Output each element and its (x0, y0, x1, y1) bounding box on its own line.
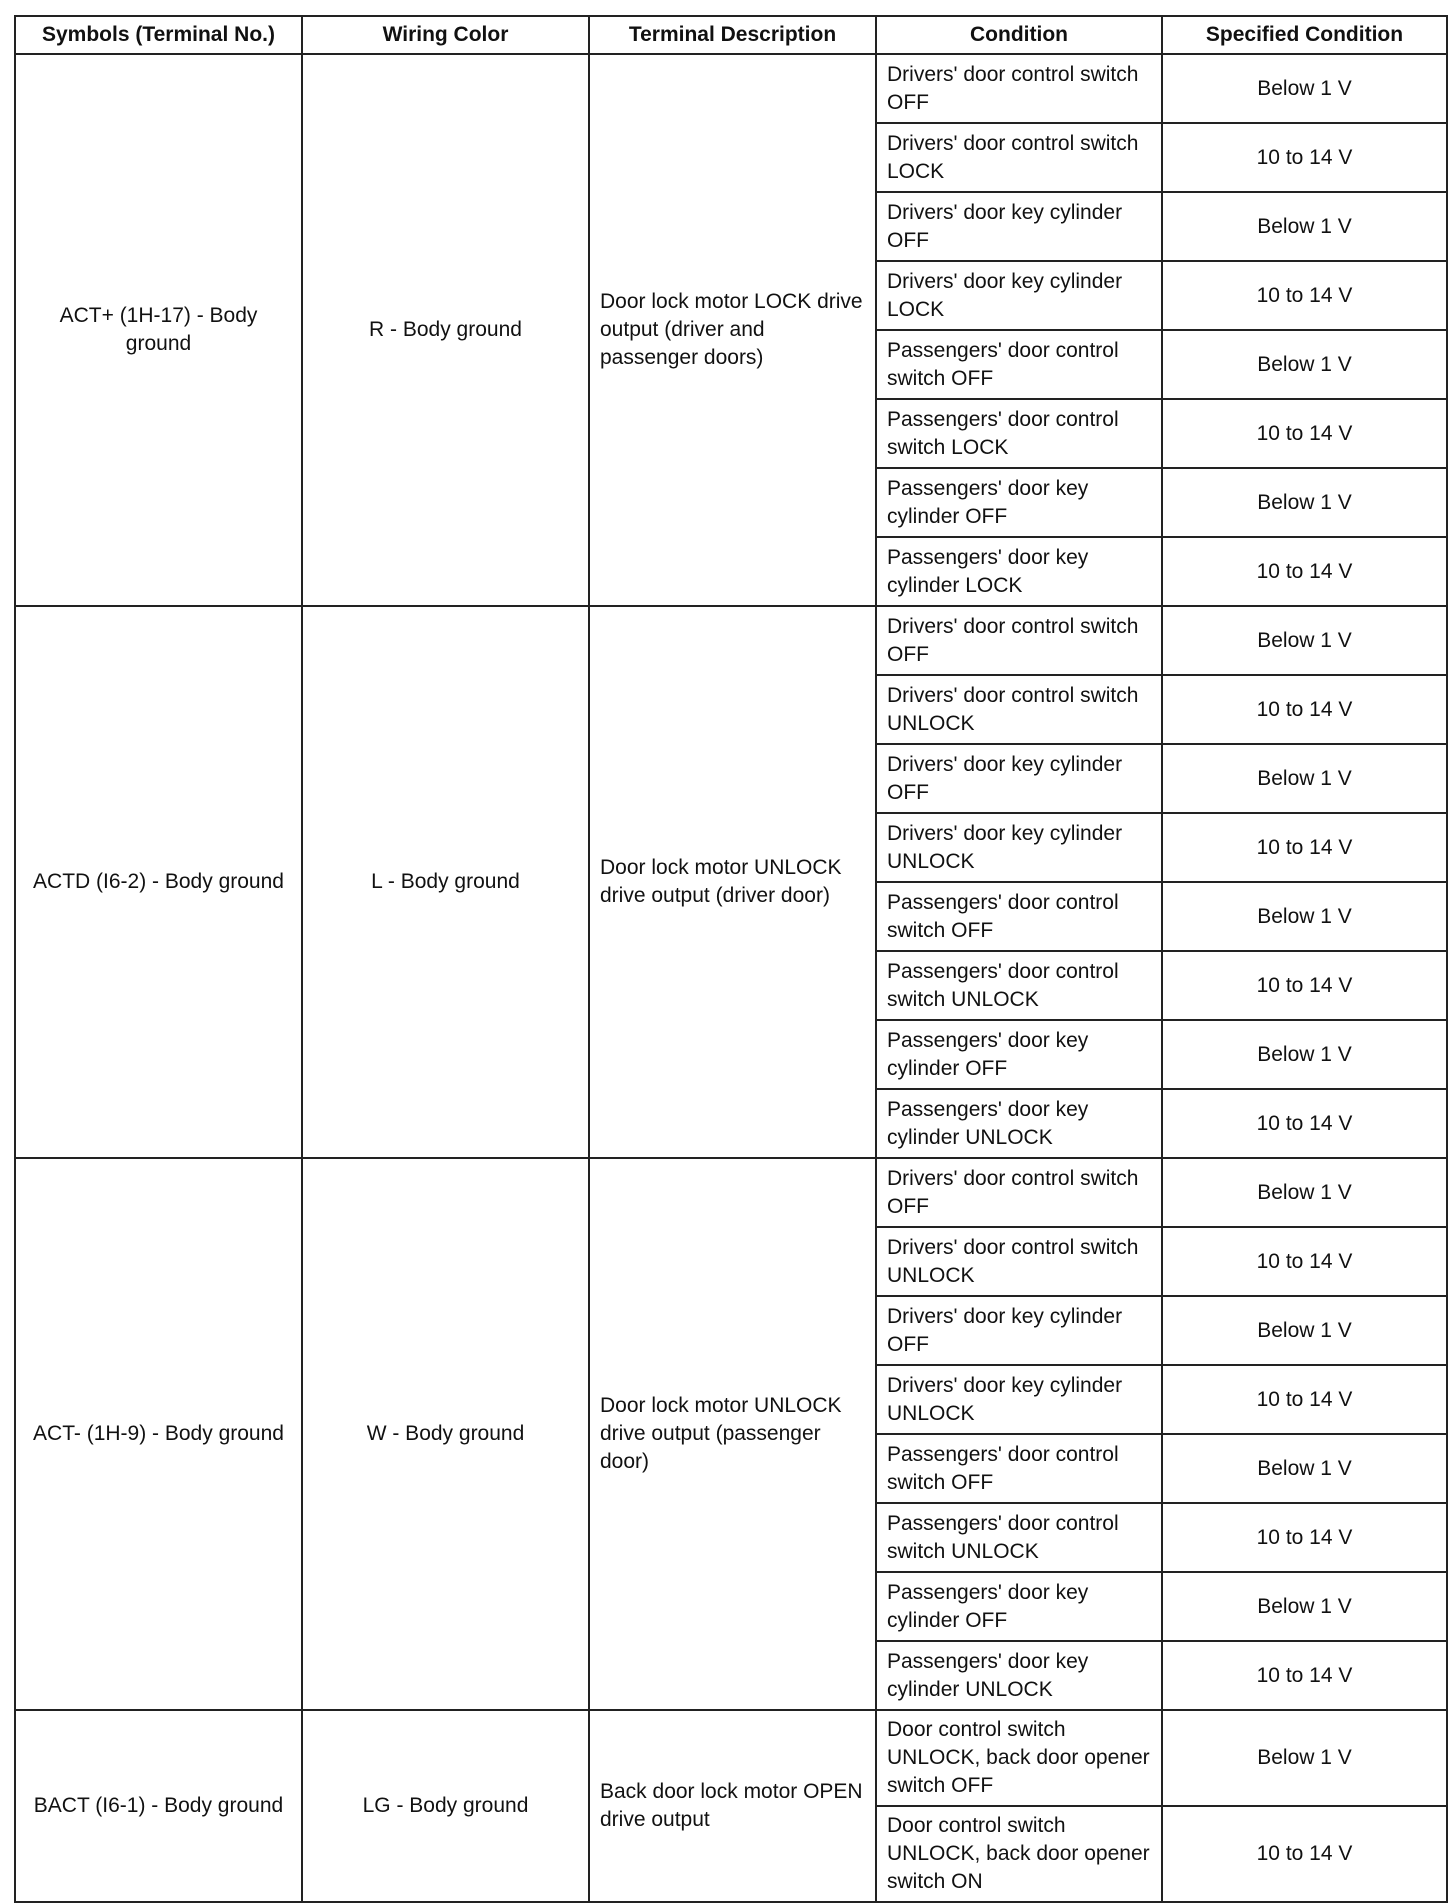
specified-condition-cell: Below 1 V (1162, 1710, 1447, 1806)
condition-cell: Passengers' door key cylinder OFF (876, 1572, 1162, 1641)
condition-cell: Door control switch UNLOCK, back door opener switch OFF (876, 1710, 1162, 1806)
header-terminal-description: Terminal Description (589, 16, 876, 54)
condition-cell: Drivers' door key cylinder UNLOCK (876, 813, 1162, 882)
specified-condition-cell: Below 1 V (1162, 744, 1447, 813)
wiring-color: W - Body ground (302, 1158, 589, 1710)
terminal-symbol: BACT (I6-1) - Body ground (15, 1710, 302, 1902)
condition-cell: Door control switch UNLOCK, back door opener switch ON (876, 1806, 1162, 1902)
specified-condition-cell: Below 1 V (1162, 1296, 1447, 1365)
header-wiring-color: Wiring Color (302, 16, 589, 54)
condition-cell: Drivers' door key cylinder LOCK (876, 261, 1162, 330)
specified-condition-cell: 10 to 14 V (1162, 1227, 1447, 1296)
terminal-description: Door lock motor LOCK drive output (driver and passenger doors) (589, 54, 876, 606)
specified-condition-cell: Below 1 V (1162, 882, 1447, 951)
condition-cell: Drivers' door control switch UNLOCK (876, 675, 1162, 744)
specified-condition-cell: 10 to 14 V (1162, 675, 1447, 744)
specified-condition-cell: 10 to 14 V (1162, 1503, 1447, 1572)
header-condition: Condition (876, 16, 1162, 54)
specified-condition-cell: 10 to 14 V (1162, 1089, 1447, 1158)
terminal-description: Door lock motor UNLOCK drive output (passenger door) (589, 1158, 876, 1710)
terminal-symbol: ACTD (I6-2) - Body ground (15, 606, 302, 1158)
specified-condition-cell: 10 to 14 V (1162, 537, 1447, 606)
condition-cell: Drivers' door key cylinder OFF (876, 1296, 1162, 1365)
condition-cell: Passengers' door control switch OFF (876, 882, 1162, 951)
specified-condition-cell: Below 1 V (1162, 468, 1447, 537)
condition-cell: Passengers' door control switch UNLOCK (876, 951, 1162, 1020)
terminal-description: Back door lock motor OPEN drive output (589, 1710, 876, 1902)
specified-condition-cell: 10 to 14 V (1162, 1641, 1447, 1710)
terminal-symbol: ACT- (1H-9) - Body ground (15, 1158, 302, 1710)
specified-condition-cell: Below 1 V (1162, 330, 1447, 399)
condition-cell: Drivers' door control switch OFF (876, 54, 1162, 123)
condition-cell: Passengers' door key cylinder UNLOCK (876, 1089, 1162, 1158)
condition-cell: Drivers' door control switch UNLOCK (876, 1227, 1162, 1296)
condition-cell: Passengers' door control switch OFF (876, 330, 1162, 399)
table-row (15, 1710, 1447, 1806)
condition-cell: Drivers' door control switch OFF (876, 1158, 1162, 1227)
specified-condition-cell: Below 1 V (1162, 1572, 1447, 1641)
condition-cell: Passengers' door control switch LOCK (876, 399, 1162, 468)
specified-condition-cell: Below 1 V (1162, 54, 1447, 123)
wiring-color: LG - Body ground (302, 1710, 589, 1902)
condition-cell: Drivers' door key cylinder OFF (876, 744, 1162, 813)
condition-cell: Passengers' door key cylinder OFF (876, 468, 1162, 537)
header-specified-condition: Specified Condition (1162, 16, 1447, 54)
wiring-color: R - Body ground (302, 54, 589, 606)
specified-condition-cell: 10 to 14 V (1162, 399, 1447, 468)
condition-cell: Drivers' door key cylinder OFF (876, 192, 1162, 261)
condition-cell: Drivers' door control switch OFF (876, 606, 1162, 675)
specified-condition-cell: Below 1 V (1162, 192, 1447, 261)
table-row (15, 1158, 1447, 1227)
wiring-color: L - Body ground (302, 606, 589, 1158)
condition-cell: Drivers' door key cylinder UNLOCK (876, 1365, 1162, 1434)
specified-condition-cell: 10 to 14 V (1162, 1365, 1447, 1434)
specified-condition-cell: Below 1 V (1162, 1020, 1447, 1089)
header-symbols: Symbols (Terminal No.) (15, 16, 302, 54)
table-row (15, 54, 1447, 123)
specified-condition-cell: 10 to 14 V (1162, 813, 1447, 882)
specified-condition-cell: 10 to 14 V (1162, 951, 1447, 1020)
condition-cell: Passengers' door key cylinder OFF (876, 1020, 1162, 1089)
condition-cell: Drivers' door control switch LOCK (876, 123, 1162, 192)
table-header-row (15, 16, 1447, 54)
specified-condition-cell: Below 1 V (1162, 606, 1447, 675)
terminal-symbol: ACT+ (1H-17) - Body ground (15, 54, 302, 606)
specified-condition-cell: Below 1 V (1162, 1158, 1447, 1227)
condition-cell: Passengers' door control switch UNLOCK (876, 1503, 1162, 1572)
condition-cell: Passengers' door key cylinder UNLOCK (876, 1641, 1162, 1710)
table-row (15, 606, 1447, 675)
terminal-spec-table (14, 15, 1448, 1903)
condition-cell: Passengers' door key cylinder LOCK (876, 537, 1162, 606)
terminal-description: Door lock motor UNLOCK drive output (driver door) (589, 606, 876, 1158)
condition-cell: Passengers' door control switch OFF (876, 1434, 1162, 1503)
specified-condition-cell: 10 to 14 V (1162, 261, 1447, 330)
specified-condition-cell: 10 to 14 V (1162, 123, 1447, 192)
specified-condition-cell: 10 to 14 V (1162, 1806, 1447, 1902)
specified-condition-cell: Below 1 V (1162, 1434, 1447, 1503)
